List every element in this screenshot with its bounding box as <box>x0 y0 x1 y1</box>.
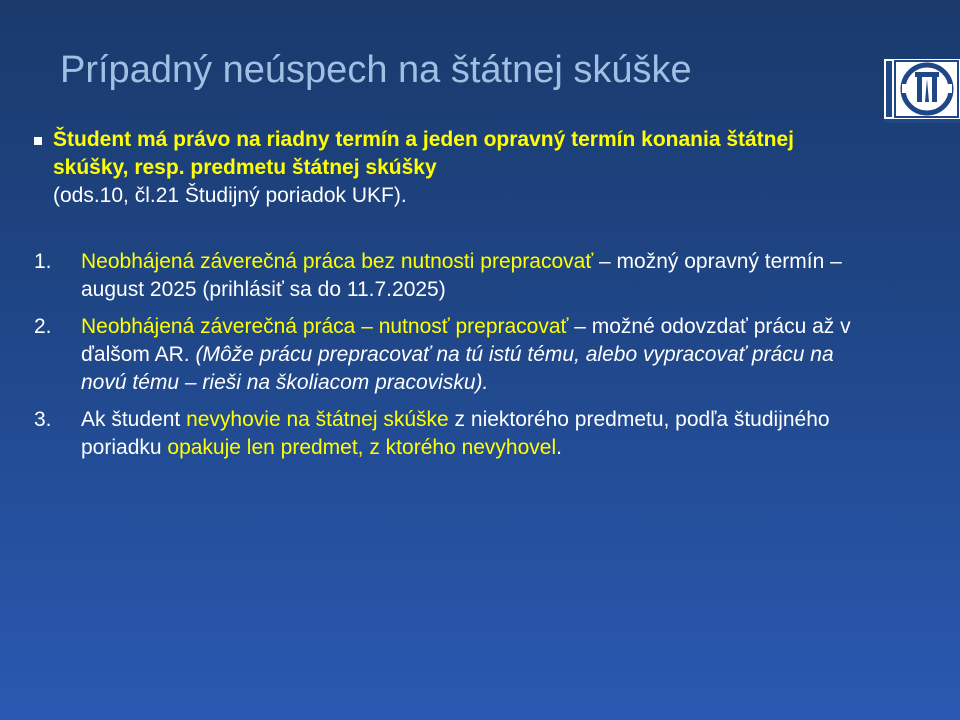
list-item-3 <box>34 406 864 462</box>
slide-content <box>34 126 864 471</box>
slide-title: Prípadný neúspech na štátnej skúške <box>60 49 692 91</box>
square-bullet-icon <box>34 137 42 145</box>
list-item-1 <box>34 248 864 304</box>
list-text: z niektorého predmetu, podľa študijného poriadku <box>81 408 830 459</box>
list-item-2 <box>34 313 864 397</box>
spacer <box>34 210 864 248</box>
list-number: 2. <box>34 315 52 338</box>
list-text: Ak študent <box>81 408 187 431</box>
bullet-reference: (ods.10, čl.21 Študijný poriadok UKF). <box>53 184 407 207</box>
bullet-bold-text: Študent má právo na riadny termín a jeden opravný termín konania štátnej skúšky, resp. predmetu štátnej skúšky <box>53 128 795 179</box>
list-text: . <box>556 436 562 459</box>
list-italic-text: (Môže prácu prepracovať na tú istú tému, alebo vypracovať prácu na novú tému – rieši na školiacom pracovisku). <box>81 343 834 394</box>
university-logo-icon <box>884 59 960 123</box>
list-highlight: opakuje len predmet, z ktorého nevyhovel <box>167 436 557 459</box>
bullet-item <box>34 126 864 210</box>
list-number: 1. <box>34 250 52 273</box>
list-highlight: nevyhovie na štátnej skúške <box>186 408 449 431</box>
list-text: – možné odovzdať prácu až v ďalšom AR. <box>81 315 851 366</box>
list-text: – možný opravný termín – august 2025 (prihlásiť sa do 11.7.2025) <box>81 250 842 301</box>
list-highlight: Neobhájená záverečná práca – nutnosť prepracovať <box>81 315 569 338</box>
list-number: 3. <box>34 408 52 431</box>
list-highlight: Neobhájená záverečná práca bez nutnosti prepracovať <box>81 250 594 273</box>
